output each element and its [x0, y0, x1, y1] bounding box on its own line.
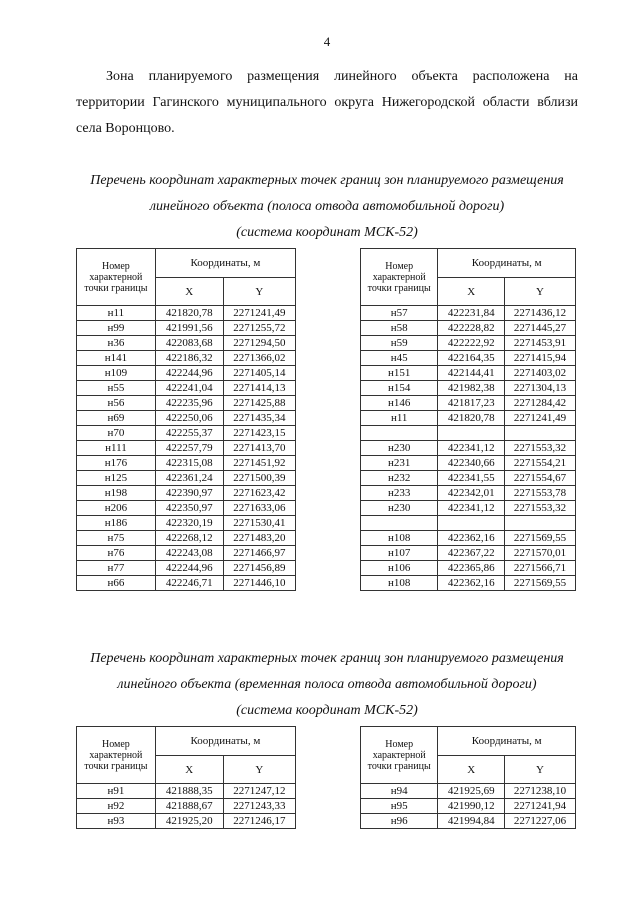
table-row	[361, 336, 576, 351]
point-cell: н108	[361, 576, 438, 591]
point-cell: н70	[77, 426, 156, 441]
point-cell: н151	[361, 366, 438, 381]
table-row	[361, 366, 576, 381]
point-header: Номер характерной точки границы	[77, 727, 156, 784]
table-row	[361, 411, 576, 426]
y-header: Y	[505, 756, 576, 784]
table-row	[77, 306, 296, 321]
table-row	[77, 516, 296, 531]
x-cell: 421888,67	[155, 799, 223, 814]
y-cell: 2271453,91	[505, 336, 576, 351]
x-cell: 422341,12	[438, 441, 505, 456]
table-row	[361, 799, 576, 814]
point-cell: н55	[77, 381, 156, 396]
point-cell: н106	[361, 561, 438, 576]
coords-table	[360, 248, 576, 591]
x-cell	[438, 516, 505, 531]
table-row	[77, 814, 296, 829]
y-cell: 2271466,97	[223, 546, 295, 561]
y-cell: 2271294,50	[223, 336, 295, 351]
table-row	[361, 814, 576, 829]
y-cell: 2271456,89	[223, 561, 295, 576]
coords-table	[76, 726, 296, 829]
point-cell: н56	[77, 396, 156, 411]
table-row	[77, 366, 296, 381]
point-cell: н230	[361, 441, 438, 456]
x-header: X	[438, 278, 505, 306]
header-row	[77, 727, 296, 756]
y-cell: 2271255,72	[223, 321, 295, 336]
x-cell: 421982,38	[438, 381, 505, 396]
x-cell: 422365,86	[438, 561, 505, 576]
x-cell: 422244,96	[155, 561, 223, 576]
x-cell: 422243,08	[155, 546, 223, 561]
table-row	[361, 546, 576, 561]
coords-table	[360, 726, 576, 829]
point-cell: н58	[361, 321, 438, 336]
point-cell: н206	[77, 501, 156, 516]
table-row	[77, 546, 296, 561]
coords-header: Координаты, м	[155, 249, 295, 278]
table-row	[77, 411, 296, 426]
coords-header: Координаты, м	[438, 249, 576, 278]
table-row	[361, 351, 576, 366]
y-cell: 2271446,10	[223, 576, 295, 591]
point-cell: н231	[361, 456, 438, 471]
y-cell: 2271227,06	[505, 814, 576, 829]
point-cell: н154	[361, 381, 438, 396]
page-number: 4	[323, 34, 331, 49]
paragraph-line1: Зона планируемого размещения линейного объекта расположена на	[106, 69, 578, 84]
y-cell	[505, 516, 576, 531]
x-cell: 421820,78	[438, 411, 505, 426]
point-cell: н95	[361, 799, 438, 814]
y-cell: 2271403,02	[505, 366, 576, 381]
x-cell: 421817,23	[438, 396, 505, 411]
y-cell: 2271304,13	[505, 381, 576, 396]
table-row	[361, 501, 576, 516]
point-cell: н96	[361, 814, 438, 829]
point-header: Номер характерной точки границы	[361, 249, 438, 306]
table-row	[361, 426, 576, 441]
y-cell: 2271423,15	[223, 426, 295, 441]
x-header: X	[438, 756, 505, 784]
table-row	[361, 471, 576, 486]
x-cell: 422320,19	[155, 516, 223, 531]
y-cell: 2271553,32	[505, 501, 576, 516]
point-cell: н141	[77, 351, 156, 366]
point-cell: н11	[361, 411, 438, 426]
x-cell: 422164,35	[438, 351, 505, 366]
section2-caption	[60, 646, 594, 724]
x-cell: 422340,66	[438, 456, 505, 471]
y-cell: 2271553,78	[505, 486, 576, 501]
paragraph-rest: территории Гагинского муниципального округа Нижегородской области вблизи села Воронцово.	[76, 95, 578, 136]
x-cell: 422228,82	[438, 321, 505, 336]
point-cell	[361, 516, 438, 531]
table-row	[77, 531, 296, 546]
y-cell: 2271570,01	[505, 546, 576, 561]
table-row	[361, 381, 576, 396]
header-row	[77, 249, 296, 278]
table-row	[77, 396, 296, 411]
x-cell: 422244,96	[155, 366, 223, 381]
point-cell	[361, 426, 438, 441]
point-cell: н232	[361, 471, 438, 486]
x-cell: 422186,32	[155, 351, 223, 366]
point-cell: н59	[361, 336, 438, 351]
y-cell: 2271405,14	[223, 366, 295, 381]
point-cell: н111	[77, 441, 156, 456]
table-row	[361, 456, 576, 471]
y-cell: 2271445,27	[505, 321, 576, 336]
point-cell: н233	[361, 486, 438, 501]
y-cell: 2271435,34	[223, 411, 295, 426]
table-row	[77, 336, 296, 351]
y-cell: 2271247,12	[223, 784, 295, 799]
x-cell: 422083,68	[155, 336, 223, 351]
x-cell: 421925,20	[155, 814, 223, 829]
y-cell: 2271554,67	[505, 471, 576, 486]
y-cell: 2271633,06	[223, 501, 295, 516]
y-cell: 2271451,92	[223, 456, 295, 471]
x-cell: 422268,12	[155, 531, 223, 546]
y-cell: 2271238,10	[505, 784, 576, 799]
x-cell: 422315,08	[155, 456, 223, 471]
point-cell: н36	[77, 336, 156, 351]
table-row	[77, 784, 296, 799]
point-cell: н198	[77, 486, 156, 501]
y-cell: 2271569,55	[505, 531, 576, 546]
table-row	[77, 576, 296, 591]
table-row	[361, 576, 576, 591]
header-row	[361, 249, 576, 278]
point-header: Номер характерной точки границы	[77, 249, 156, 306]
point-cell: н108	[361, 531, 438, 546]
x-cell: 421925,69	[438, 784, 505, 799]
table-row	[361, 561, 576, 576]
x-cell: 422390,97	[155, 486, 223, 501]
table-row	[77, 799, 296, 814]
table-row	[77, 381, 296, 396]
point-cell: н11	[77, 306, 156, 321]
table-row	[77, 501, 296, 516]
x-header: X	[155, 278, 223, 306]
point-cell: н66	[77, 576, 156, 591]
x-cell: 422144,41	[438, 366, 505, 381]
table-row	[77, 561, 296, 576]
caption-line: (система координат МСК-52)	[236, 225, 418, 240]
x-cell: 422257,79	[155, 441, 223, 456]
x-cell: 422341,12	[438, 501, 505, 516]
point-cell: н76	[77, 546, 156, 561]
table-row	[361, 784, 576, 799]
y-header: Y	[223, 756, 295, 784]
y-cell: 2271413,70	[223, 441, 295, 456]
y-cell: 2271553,32	[505, 441, 576, 456]
y-cell	[505, 426, 576, 441]
point-cell: н77	[77, 561, 156, 576]
y-cell: 2271425,88	[223, 396, 295, 411]
caption-line: Перечень координат характерных точек границ зон планируемого размещения	[90, 173, 564, 188]
table-row	[361, 441, 576, 456]
y-cell: 2271366,02	[223, 351, 295, 366]
point-cell: н57	[361, 306, 438, 321]
table-row	[361, 396, 576, 411]
x-cell: 422222,92	[438, 336, 505, 351]
x-cell	[438, 426, 505, 441]
header-row	[361, 727, 576, 756]
y-cell: 2271483,20	[223, 531, 295, 546]
x-cell: 421994,84	[438, 814, 505, 829]
table-row	[361, 531, 576, 546]
x-cell: 422241,04	[155, 381, 223, 396]
y-cell: 2271243,33	[223, 799, 295, 814]
x-cell: 422362,16	[438, 531, 505, 546]
x-cell: 422235,96	[155, 396, 223, 411]
x-cell: 422350,97	[155, 501, 223, 516]
x-cell: 422255,37	[155, 426, 223, 441]
intro-paragraph	[76, 64, 578, 142]
y-cell: 2271500,39	[223, 471, 295, 486]
coords-table	[76, 248, 296, 591]
point-cell: н93	[77, 814, 156, 829]
x-cell: 422362,16	[438, 576, 505, 591]
y-cell: 2271246,17	[223, 814, 295, 829]
y-cell: 2271241,49	[505, 411, 576, 426]
point-cell: н99	[77, 321, 156, 336]
point-cell: н125	[77, 471, 156, 486]
coords-header: Координаты, м	[438, 727, 576, 756]
caption-line: линейного объекта (временная полоса отвода автомобильной дороги)	[117, 677, 537, 692]
point-cell: н146	[361, 396, 438, 411]
table-row	[361, 306, 576, 321]
y-cell: 2271241,94	[505, 799, 576, 814]
point-cell: н176	[77, 456, 156, 471]
caption-line: линейного объекта (полоса отвода автомобильной дороги)	[149, 199, 505, 214]
point-cell: н230	[361, 501, 438, 516]
point-cell: н69	[77, 411, 156, 426]
x-cell: 422246,71	[155, 576, 223, 591]
y-cell: 2271414,13	[223, 381, 295, 396]
x-cell: 422231,84	[438, 306, 505, 321]
point-cell: н186	[77, 516, 156, 531]
table-row	[361, 486, 576, 501]
caption-line: Перечень координат характерных точек границ зон планируемого размещения	[90, 651, 564, 666]
point-cell: н92	[77, 799, 156, 814]
caption-line: (система координат МСК-52)	[236, 703, 418, 718]
y-cell: 2271284,42	[505, 396, 576, 411]
table-row	[77, 471, 296, 486]
y-cell: 2271415,94	[505, 351, 576, 366]
table-row	[77, 456, 296, 471]
point-cell: н107	[361, 546, 438, 561]
coords-header: Координаты, м	[155, 727, 295, 756]
x-cell: 421990,12	[438, 799, 505, 814]
x-cell: 422361,24	[155, 471, 223, 486]
point-header: Номер характерной точки границы	[361, 727, 438, 784]
y-header: Y	[223, 278, 295, 306]
section1-caption	[60, 168, 594, 246]
point-cell: н94	[361, 784, 438, 799]
x-cell: 421991,56	[155, 321, 223, 336]
table-row	[77, 426, 296, 441]
y-cell: 2271530,41	[223, 516, 295, 531]
point-cell: н75	[77, 531, 156, 546]
y-cell: 2271241,49	[223, 306, 295, 321]
x-cell: 422250,06	[155, 411, 223, 426]
x-cell: 422342,01	[438, 486, 505, 501]
y-header: Y	[505, 278, 576, 306]
y-cell: 2271554,21	[505, 456, 576, 471]
x-header: X	[155, 756, 223, 784]
y-cell: 2271623,42	[223, 486, 295, 501]
y-cell: 2271436,12	[505, 306, 576, 321]
x-cell: 422341,55	[438, 471, 505, 486]
table-row	[77, 441, 296, 456]
table-row	[361, 516, 576, 531]
x-cell: 422367,22	[438, 546, 505, 561]
y-cell: 2271569,55	[505, 576, 576, 591]
table-row	[361, 321, 576, 336]
x-cell: 421820,78	[155, 306, 223, 321]
y-cell: 2271566,71	[505, 561, 576, 576]
table-row	[77, 351, 296, 366]
point-cell: н91	[77, 784, 156, 799]
point-cell: н45	[361, 351, 438, 366]
table-row	[77, 486, 296, 501]
table-row	[77, 321, 296, 336]
x-cell: 421888,35	[155, 784, 223, 799]
point-cell: н109	[77, 366, 156, 381]
